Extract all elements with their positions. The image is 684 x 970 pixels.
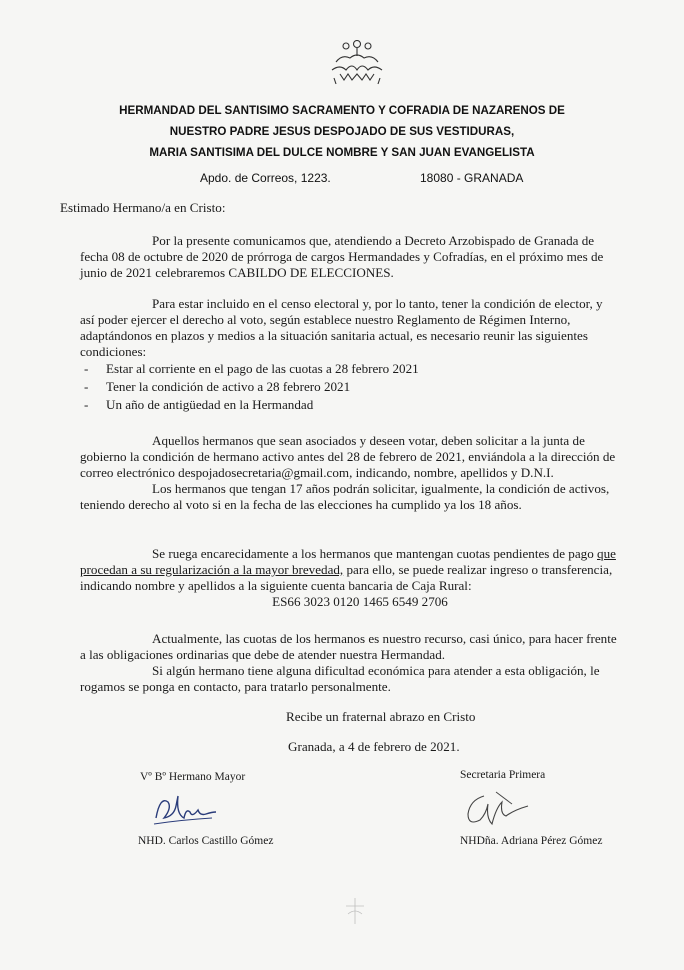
brotherhood-heading: [60, 100, 624, 163]
underlined-request: que procedan a su regularización a la mayor brevedad,: [80, 546, 616, 577]
paragraph-fees-resource: Actualmente, las cuotas de los hermanos es nuestro recurso, casi único, para hacer frente a las obligaciones ordinarias que debe de atender nuestra Hermandad. Si algún hermano tiene alguna dificultad económica para atender a esta obligación, le rogamos se ponga en contacto, para tratarlo personalmente.: [80, 631, 620, 695]
right-signatory-name: NHDña. Adriana Pérez Gómez: [460, 835, 603, 847]
bank-account-number: ES66 3023 0120 1465 6549 2706: [272, 594, 448, 609]
right-signature-icon: [456, 784, 536, 834]
left-signature-icon: [150, 788, 220, 830]
paragraph-minors: Los hermanos que tengan 17 años podrán solicitar, igualmente, la condición de activos, teniendo derecho al voto si en la fecha de las elecciones ha cumplido ya los 18 años.: [80, 481, 610, 512]
list-item: - Tener la condición de activo a 28 febrero 2021: [80, 378, 620, 396]
heading-line-3: MARIA SANTISIMA DEL DULCE NOMBRE Y SAN JUAN EVANGELISTA: [149, 146, 535, 159]
left-signatory-role: Vº Bº Hermano Mayor: [140, 771, 246, 783]
salutation: Estimado Hermano/a en Cristo:: [60, 200, 226, 215]
faint-crest-watermark-icon: [340, 896, 370, 926]
place-and-date: Granada, a 4 de febrero de 2021.: [288, 739, 460, 754]
heading-line-1: HERMANDAD DEL SANTISIMO SACRAMENTO Y COFRADIA DE NAZARENOS DE: [119, 104, 565, 117]
brotherhood-crest-icon: [322, 40, 392, 88]
heading-line-2: NUESTRO PADRE JESUS DESPOJADO DE SUS VESTIDURAS,: [169, 125, 515, 138]
paragraph-pending-fees: Se ruega encarecidamente a los hermanos que mantengan cuotas pendientes de pago que procedan a su regularización a la mayor brevedad, para ello, se puede realizar ingreso o transferencia, indicando nombre y apellidos a la siguiente cuenta bancaria de Caja Rural: ES66 3023 0120 1465 6549 2706: [80, 546, 620, 610]
left-signatory-name: NHD. Carlos Castillo Gómez: [138, 835, 274, 847]
closing-greeting: Recibe un fraternal abrazo en Cristo: [286, 709, 476, 724]
conditions-list: [80, 360, 620, 414]
paragraph-associates: Aquellos hermanos que sean asociados y deseen votar, deben solicitar a la junta de gobierno la condición de hermano activo antes del 28 de febrero de 2021, enviándola a la dirección de correo electrónico despojadosecretaria@gmail.com, indicando, nombre, apellidos y D.N.I. Los hermanos que tengan 17 años podrán solicitar, igualmente, la condición de activos, teniendo derecho al voto si en la fecha de las elecciones ha cumplido ya los 18 años.: [80, 433, 620, 513]
paragraph-hardship: Si algún hermano tiene alguna dificultad económica para atender a esta obligación, le rogamos se ponga en contacto, para tratarlo personalmente.: [80, 663, 600, 694]
postal-box: Apdo. de Correos, 1223.: [200, 171, 331, 185]
paragraph-announcement: Por la presente comunicamos que, atendiendo a Decreto Arzobispado de Granada de fecha 08 de octubre de 2020 de prórroga de cargos Hermandades y Cofradías, en el próximo mes de junio de 2021 celebraremos CABILDO DE ELECCIONES.: [80, 233, 604, 280]
list-item: - Un año de antigüedad en la Hermandad: [80, 396, 620, 414]
paragraph-electoral-census: Para estar incluido en el censo electoral y, por lo tanto, tener la condición de elector, y así poder ejercer el derecho al voto, según establece nuestro Reglamento de Régimen Interno, adaptándonos en plazos y medios a la situación sanitaria actual, es necesario reunir las siguientes condiciones: - Estar al corriente en el pago de las cuotas a 28 febrero 2021 - Tener la condición de activo a 28 febrero 2021 - Un año de antigüedad en la Hermandad: [80, 296, 620, 414]
postal-code-city: 18080 - GRANADA: [420, 171, 524, 185]
list-item: - Estar al corriente en el pago de las cuotas a 28 febrero 2021: [80, 360, 620, 378]
right-signatory-role: Secretaria Primera: [460, 769, 546, 781]
